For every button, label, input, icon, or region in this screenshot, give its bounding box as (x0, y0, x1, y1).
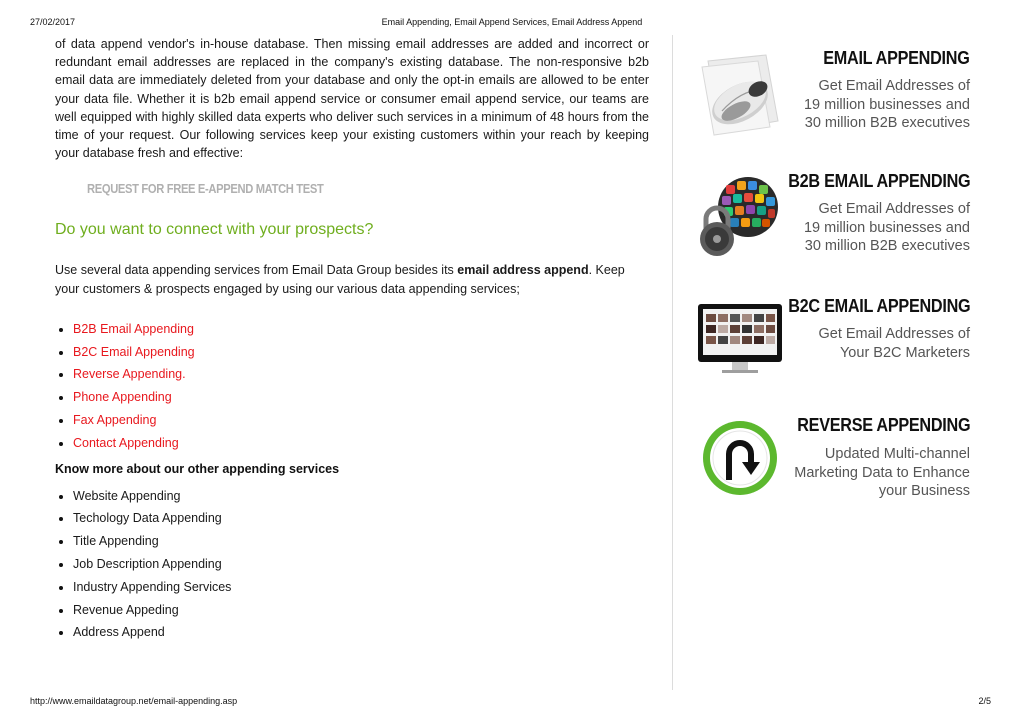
feature-reverse-appending[interactable] (690, 410, 980, 510)
feature-description (804, 77, 970, 133)
feature-description (794, 445, 970, 501)
desc-line: 19 million businesses and (803, 219, 970, 236)
list-item: Title Appending (55, 530, 649, 553)
list-item: Website Appending (55, 485, 649, 508)
feature-title: B2B EMAIL APPENDING (787, 171, 970, 191)
feature-b2b-email-appending[interactable] (690, 165, 980, 265)
desc-line: Get Email Addresses of (818, 326, 970, 342)
desc-line: Get Email Addresses of (818, 201, 970, 217)
desc-line: your Business (878, 483, 970, 499)
desc-line: 30 million B2B executives (804, 115, 970, 131)
other-services-heading: Know more about our other appending services (55, 461, 340, 476)
feature-b2c-email-appending[interactable] (690, 290, 980, 390)
section-heading: Do you want to connect with your prospects? (55, 221, 374, 239)
contact-appending-link[interactable]: Contact Appending (73, 435, 179, 450)
desc-line: 30 million B2B executives (804, 238, 970, 254)
feature-description (804, 200, 970, 256)
feature-email-appending[interactable] (690, 41, 980, 141)
intro-paragraph: of data append vendor's in-house database. Then missing email addresses are added and incorrect or redundant email addresses are replaced in the company's existing database. The non-responsive b2b email data are immediately deleted from your database and only the opt-in emails are allowed to be enter your data file. Whether it is b2b email append service or consumer email append service, our teams are well equipped with highly skilled data experts who deliver such services in a minimum of 48 hours from the time of your request. Our following services keep your existing customers within your reach by keeping your database fresh and effective: (55, 37, 649, 161)
phone-appending-link[interactable]: Phone Appending (73, 390, 172, 405)
main-content (55, 35, 649, 644)
list-item: Techology Data Appending (55, 507, 649, 530)
para2-text-end: . Keep your customers & prospects engaged by using our various data appending services; (55, 263, 625, 296)
list-item (55, 341, 649, 364)
page-number: 2/5 (978, 696, 991, 706)
email-address-append-bold: email address append (457, 263, 589, 278)
b2c-email-appending-link[interactable]: B2C Email Appending (73, 344, 195, 359)
desc-line: Your B2C Marketers (839, 344, 970, 361)
print-header (0, 17, 1024, 29)
desc-line: Get Email Addresses of (818, 78, 970, 94)
column-divider (672, 35, 673, 690)
feature-description (818, 325, 970, 362)
list-item (55, 432, 649, 455)
list-item (55, 363, 649, 386)
print-footer (0, 696, 1024, 708)
desc-line: Marketing Data to Enhance (794, 464, 970, 481)
other-services-list (55, 485, 649, 645)
list-item: Job Description Appending (55, 553, 649, 576)
list-item: Revenue Appeding (55, 599, 649, 622)
request-match-test-link[interactable]: REQUEST FOR FREE E-APPEND MATCH TEST (87, 181, 324, 197)
desc-line: 19 million businesses and (803, 96, 970, 113)
reverse-appending-link[interactable]: Reverse Appending. (73, 367, 186, 382)
feature-title: EMAIL APPENDING (823, 48, 970, 68)
u-turn-arrow-icon (700, 418, 780, 498)
globe-padlock-icon (696, 171, 784, 259)
b2b-email-appending-link[interactable]: B2B Email Appending (73, 321, 194, 336)
services-link-list (55, 318, 649, 455)
list-item: Industry Appending Services (55, 576, 649, 599)
desc-line: Updated Multi-channel (824, 446, 970, 462)
feature-title: B2C EMAIL APPENDING (787, 296, 970, 316)
services-intro-paragraph (55, 261, 649, 297)
monitor-icon (696, 296, 784, 384)
page-url: http://www.emaildatagroup.net/email-appending.asp (30, 696, 238, 706)
list-item: Address Append (55, 621, 649, 644)
list-item (55, 386, 649, 409)
computer-mouse-icon (696, 51, 784, 139)
list-item (55, 318, 649, 341)
list-item (55, 409, 649, 432)
print-date: 27/02/2017 (30, 17, 76, 27)
print-page-title: Email Appending, Email Append Services, Email Address Append (381, 17, 643, 27)
feature-title: REVERSE APPENDING (796, 415, 970, 435)
fax-appending-link[interactable]: Fax Appending (73, 413, 157, 428)
para2-text-start: Use several data appending services from Email Data Group besides its (55, 263, 458, 278)
